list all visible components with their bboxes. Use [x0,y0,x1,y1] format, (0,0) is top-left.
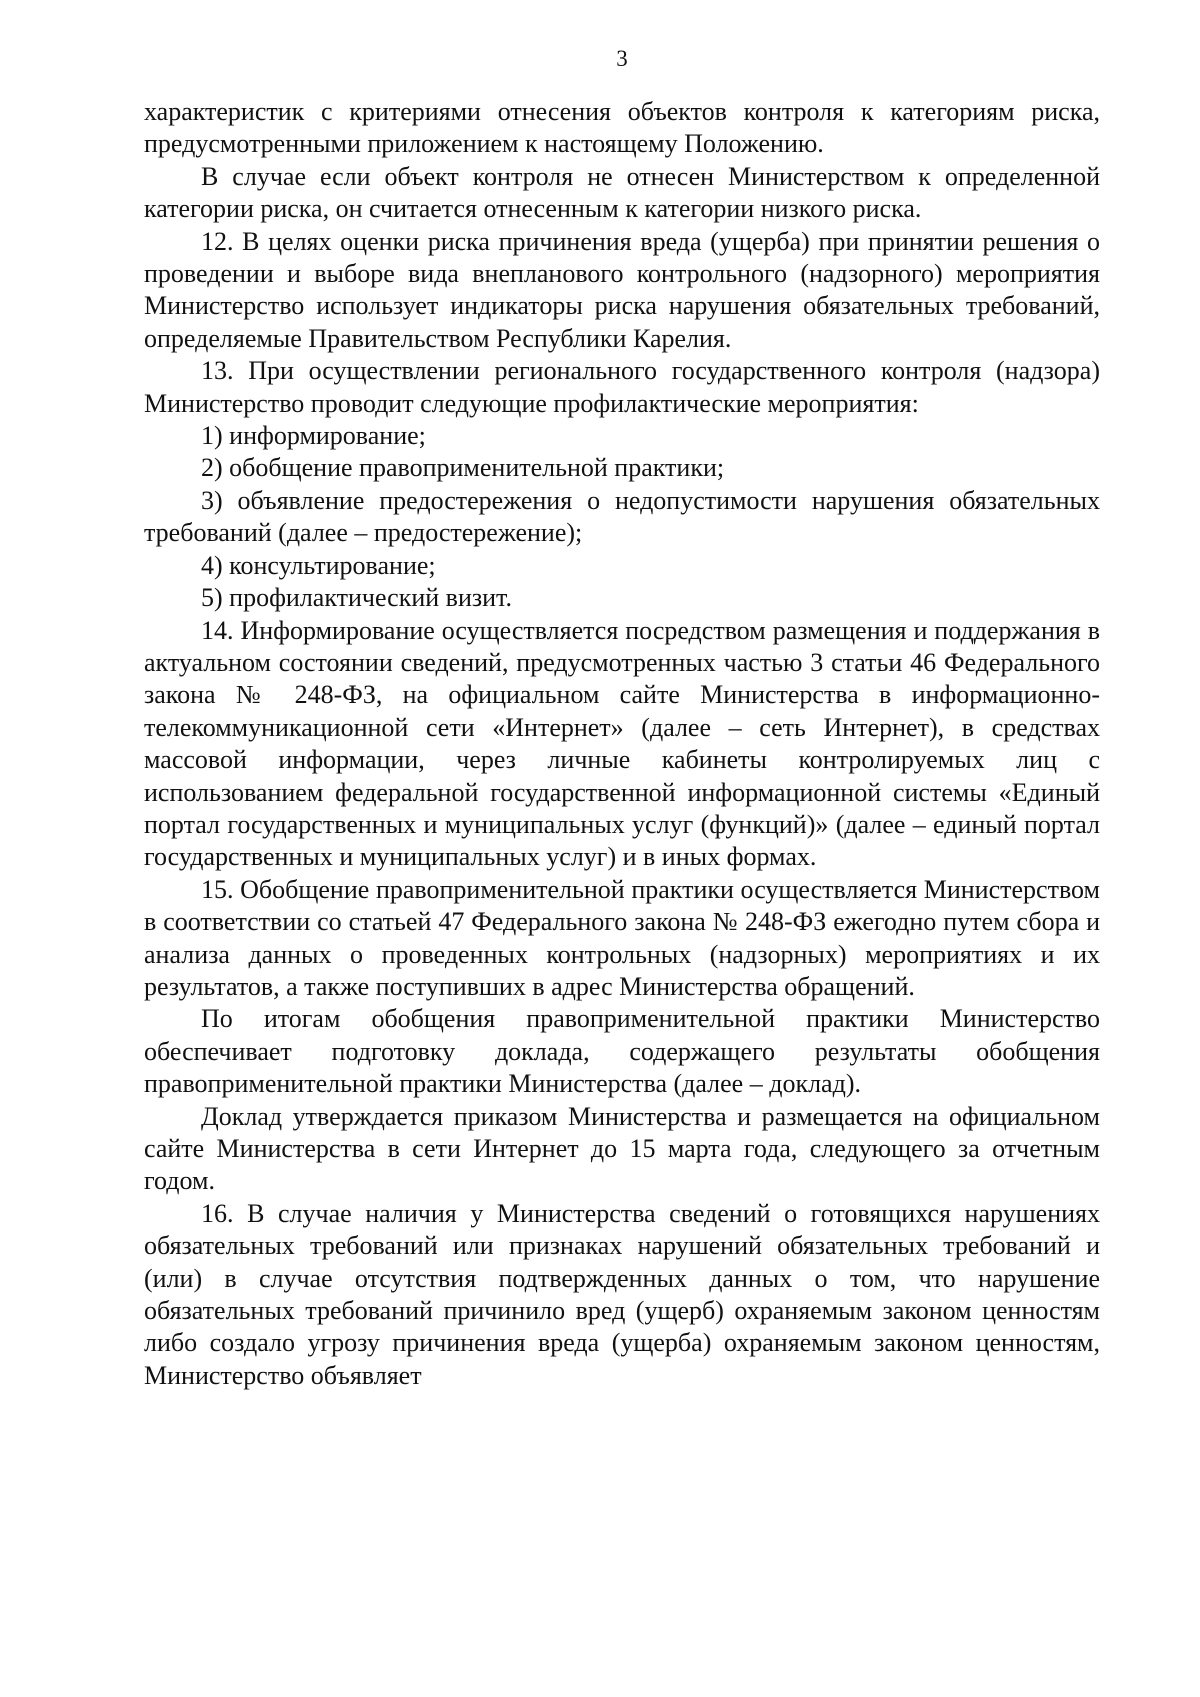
paragraph-low-risk: В случае если объект контроля не отнесен Министерством к определенной категории риска, он считается отнесенным к категории низкого риска. [144,161,1100,224]
paragraph-report: По итогам обобщения правоприменительной практики Министерство обеспечивает подготовку доклада, содержащего результаты обобщения правоприменительной практики Министерства (далее – доклад). [144,1004,1100,1099]
paragraph-item-12: 12. В целях оценки риска причинения вреда (ущерба) при принятии решения о проведении и выборе вида внепланового контрольного (надзорного) мероприятия Министерство использует индикаторы риска нарушения обязательных требований, определяемые Правительством Республики Карелия. [144,226,1100,353]
page-number: 3 [616,46,628,71]
document-body [144,96,1100,1392]
list-item-generalization: 2) обобщение правоприменительной практики; [201,453,725,483]
list-item-consulting: 4) консультирование; [201,550,436,580]
paragraph-continuation: характеристик с критериями отнесения объектов контроля к категориям риска, предусмотренными приложением к настоящему Положению. [144,97,1100,159]
paragraph-item-16: 16. В случае наличия у Министерства сведений о готовящихся нарушениях обязательных требований или признаках нарушений обязательных требований и (или) в случае отсутствия подтвержденных данных о том, что нарушение обязательных требований причинило вред (ущерб) охраняемым законом ценностям либо создало угрозу причинения вреда (ущерба) охраняемым законом ценностям, Министерство объявляет [144,1198,1100,1390]
paragraph-item-13: 13. При осуществлении регионального государственного контроля (надзора) Министерство проводит следующие профилактические мероприятия: [144,356,1100,418]
list-item-visit: 5) профилактический визит. [201,583,512,613]
paragraph-item-14: 14. Информирование осуществляется посредством размещения и поддержания в актуальном состоянии сведений, предусмотренных частью 3 статьи 46 Федерального закона № 248-ФЗ, на официальном сайте Министерства в информационно-телекоммуникационной сети «Интернет» (далее – сеть Интернет), в средствах массовой информации, через личные кабинеты контролируемых лиц с использованием федеральной государственной информационной системы «Единый портал государственных и муниципальных услуг (функций)» (далее – единый портал государственных и муниципальных услуг) и в иных формах. [144,615,1100,872]
paragraph-item-15: 15. Обобщение правоприменительной практики осуществляется Министерством в соответствии со статьей 47 Федерального закона № 248-ФЗ ежегодно путем сбора и анализа данных о проведенных контрольных (надзорных) мероприятиях и их результатов, а также поступивших в адрес Министерства обращений. [144,874,1100,1001]
paragraph-report-approval: Доклад утверждается приказом Министерства и размещается на официальном сайте Министерства в сети Интернет до 15 марта года, следующего за отчетным годом. [144,1101,1100,1196]
list-item-informing: 1) информирование; [201,421,426,451]
list-item-warning: 3) объявление предостережения о недопустимости нарушения обязательных требований (далее – предостережение); [144,485,1100,548]
